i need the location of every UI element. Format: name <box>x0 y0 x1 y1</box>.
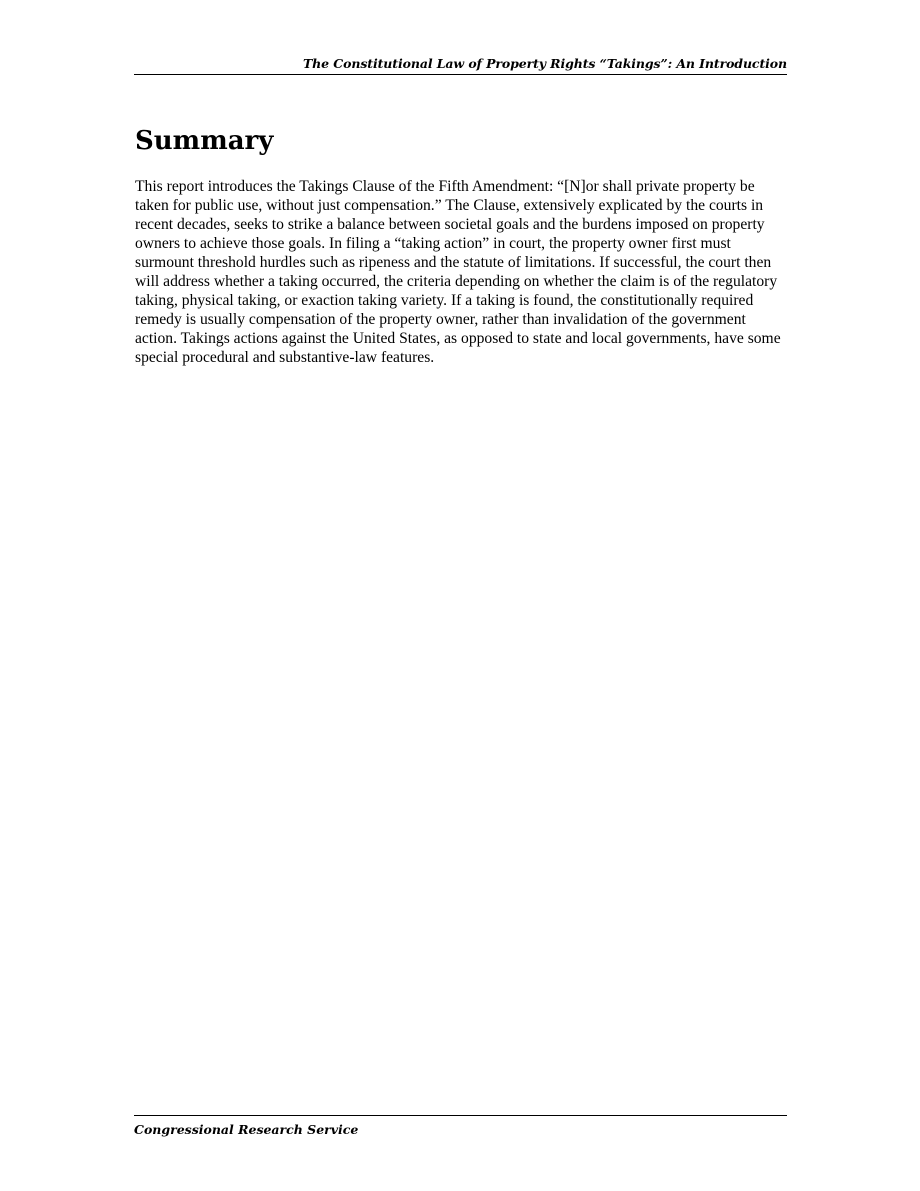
running-footer: Congressional Research Service <box>134 1115 787 1139</box>
running-header: The Constitutional Law of Property Rights “Takings”: An Introduction <box>134 55 787 75</box>
summary-paragraph: This report introduces the Takings Clause of the Fifth Amendment: “[N]or shall private property be taken for public use, without just compensation.” The Clause, extensively explicated by the courts in recent decades, seeks to strike a balance between societal goals and the burdens imposed on property owners to achieve those goals. In filing a “taking action” in court, the property owner first must surmount threshold hurdles such as ripeness and the statute of limitations. If successful, the court then will address whether a taking occurred, the criteria depending on whether the claim is of the regulatory taking, physical taking, or exaction taking variety. If a taking is found, the constitutionally required remedy is usually compensation of the property owner, rather than invalidation of the government action. Takings actions against the United States, as opposed to state and local governments, have some special procedural and substantive-law features. <box>135 178 781 367</box>
page-title: Summary <box>135 126 274 156</box>
